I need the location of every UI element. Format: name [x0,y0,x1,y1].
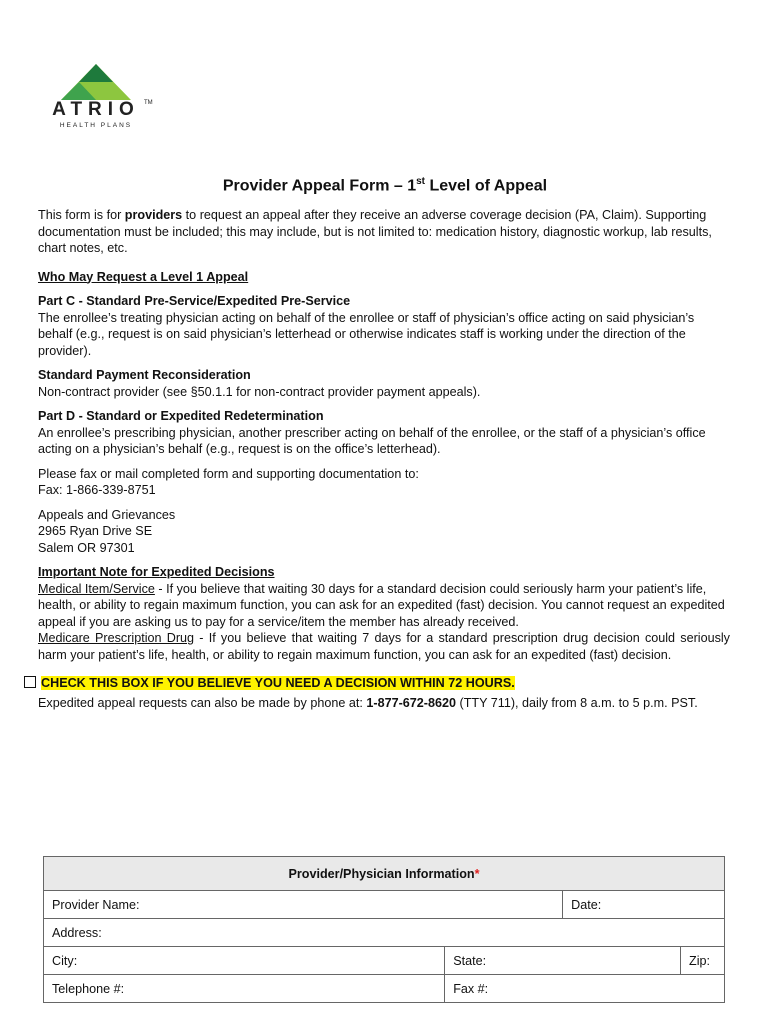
address-line-1: Appeals and Grievances [38,507,176,522]
part-d-heading: Part D - Standard or Expedited Redetermination [38,409,324,423]
page-title: Provider Appeal Form – 1st Level of Appeal [222,176,548,195]
provider-name-field[interactable]: Provider Name: [44,891,563,919]
expedited-checkbox-row[interactable] [24,675,730,692]
city-field[interactable]: City: [44,947,445,975]
fax-instructions: Please fax or mail completed form and supporting documentation to: [38,466,419,481]
address-field[interactable]: Address: [44,919,725,947]
provider-info-header: Provider/Physician Information* [44,857,725,891]
expedited-checkbox-label: CHECK THIS BOX IF YOU BELIEVE YOU NEED A DECISION WITHIN 72 HOURS. [41,676,515,690]
who-may-request-heading: Who May Request a Level 1 Appeal [38,269,249,284]
provider-info-table [43,856,725,1003]
telephone-field[interactable]: Telephone #: [44,975,445,1003]
prescription-drug-note: Medicare Prescription Drug - If you believe that waiting 7 days for a standard prescription drug decision could seriously harm your patient’s life, health, or ability to regain maximum function, you can ask for an expedited (fast) decision. [38,631,730,662]
expedited-checkbox[interactable] [24,676,36,688]
important-note-heading: Important Note for Expedited Decisions [38,565,275,579]
atrio-logo [40,62,152,132]
address-line-2: 2965 Ryan Drive SE [38,524,153,538]
payment-text: Non-contract provider (see §50.1.1 for non-contract provider payment appeals). [38,384,481,399]
address-line-3: Salem OR 97301 [38,540,135,555]
medical-item-note: Medical Item/Service - If you believe that waiting 30 days for a standard decision could seriously harm your patient’s life, health, or ability to regain maximum function, you can ask for an expedited (fast) decision. You cannot request an expedited appeal if you are asking us to pay for a service/item the member has already received. [38,581,725,629]
logo-triangle-icon [59,62,133,102]
intro-paragraph: This form is for providers to request an appeal after they receive an adverse coverage decision (PA, Claim). Supporting documentation must be included; this may include, but is not limited to: medication history, diagnostic workup, lab results, chart notes, etc. [38,208,712,255]
phone-note: Expedited appeal requests can also be made by phone at: 1-877-672-8620 (TTY 711), daily from 8 a.m. to 5 p.m. PST. [38,695,698,710]
logo-subtitle: HEALTH PLANS [59,122,133,129]
fax-number: Fax: 1-866-339-8751 [38,483,156,497]
fax-field[interactable]: Fax #: [445,975,725,1003]
zip-field[interactable]: Zip: [681,947,725,975]
part-c-heading: Part C - Standard Pre-Service/Expedited Pre-Service [38,294,351,308]
payment-heading: Standard Payment Reconsideration [38,368,251,382]
date-field[interactable]: Date: [563,891,725,919]
form-body [38,207,730,711]
part-c-text: The enrollee’s treating physician acting on behalf of the enrollee or staff of physician’s office acting on said physician’s behalf (e.g., request is on said physician’s letterhead or otherwise indicates staff is working under the direction of the provider). [38,310,695,358]
logo-trademark: TM [144,100,153,106]
state-field[interactable]: State: [445,947,681,975]
part-d-text: An enrollee’s prescribing physician, another prescriber acting on behalf of the enrollee, or the staff of a physician’s office acting on a physician’s behalf (e.g., request is on the office’s letterhead). [38,425,706,456]
logo-wordmark: ATRIO [52,99,140,120]
